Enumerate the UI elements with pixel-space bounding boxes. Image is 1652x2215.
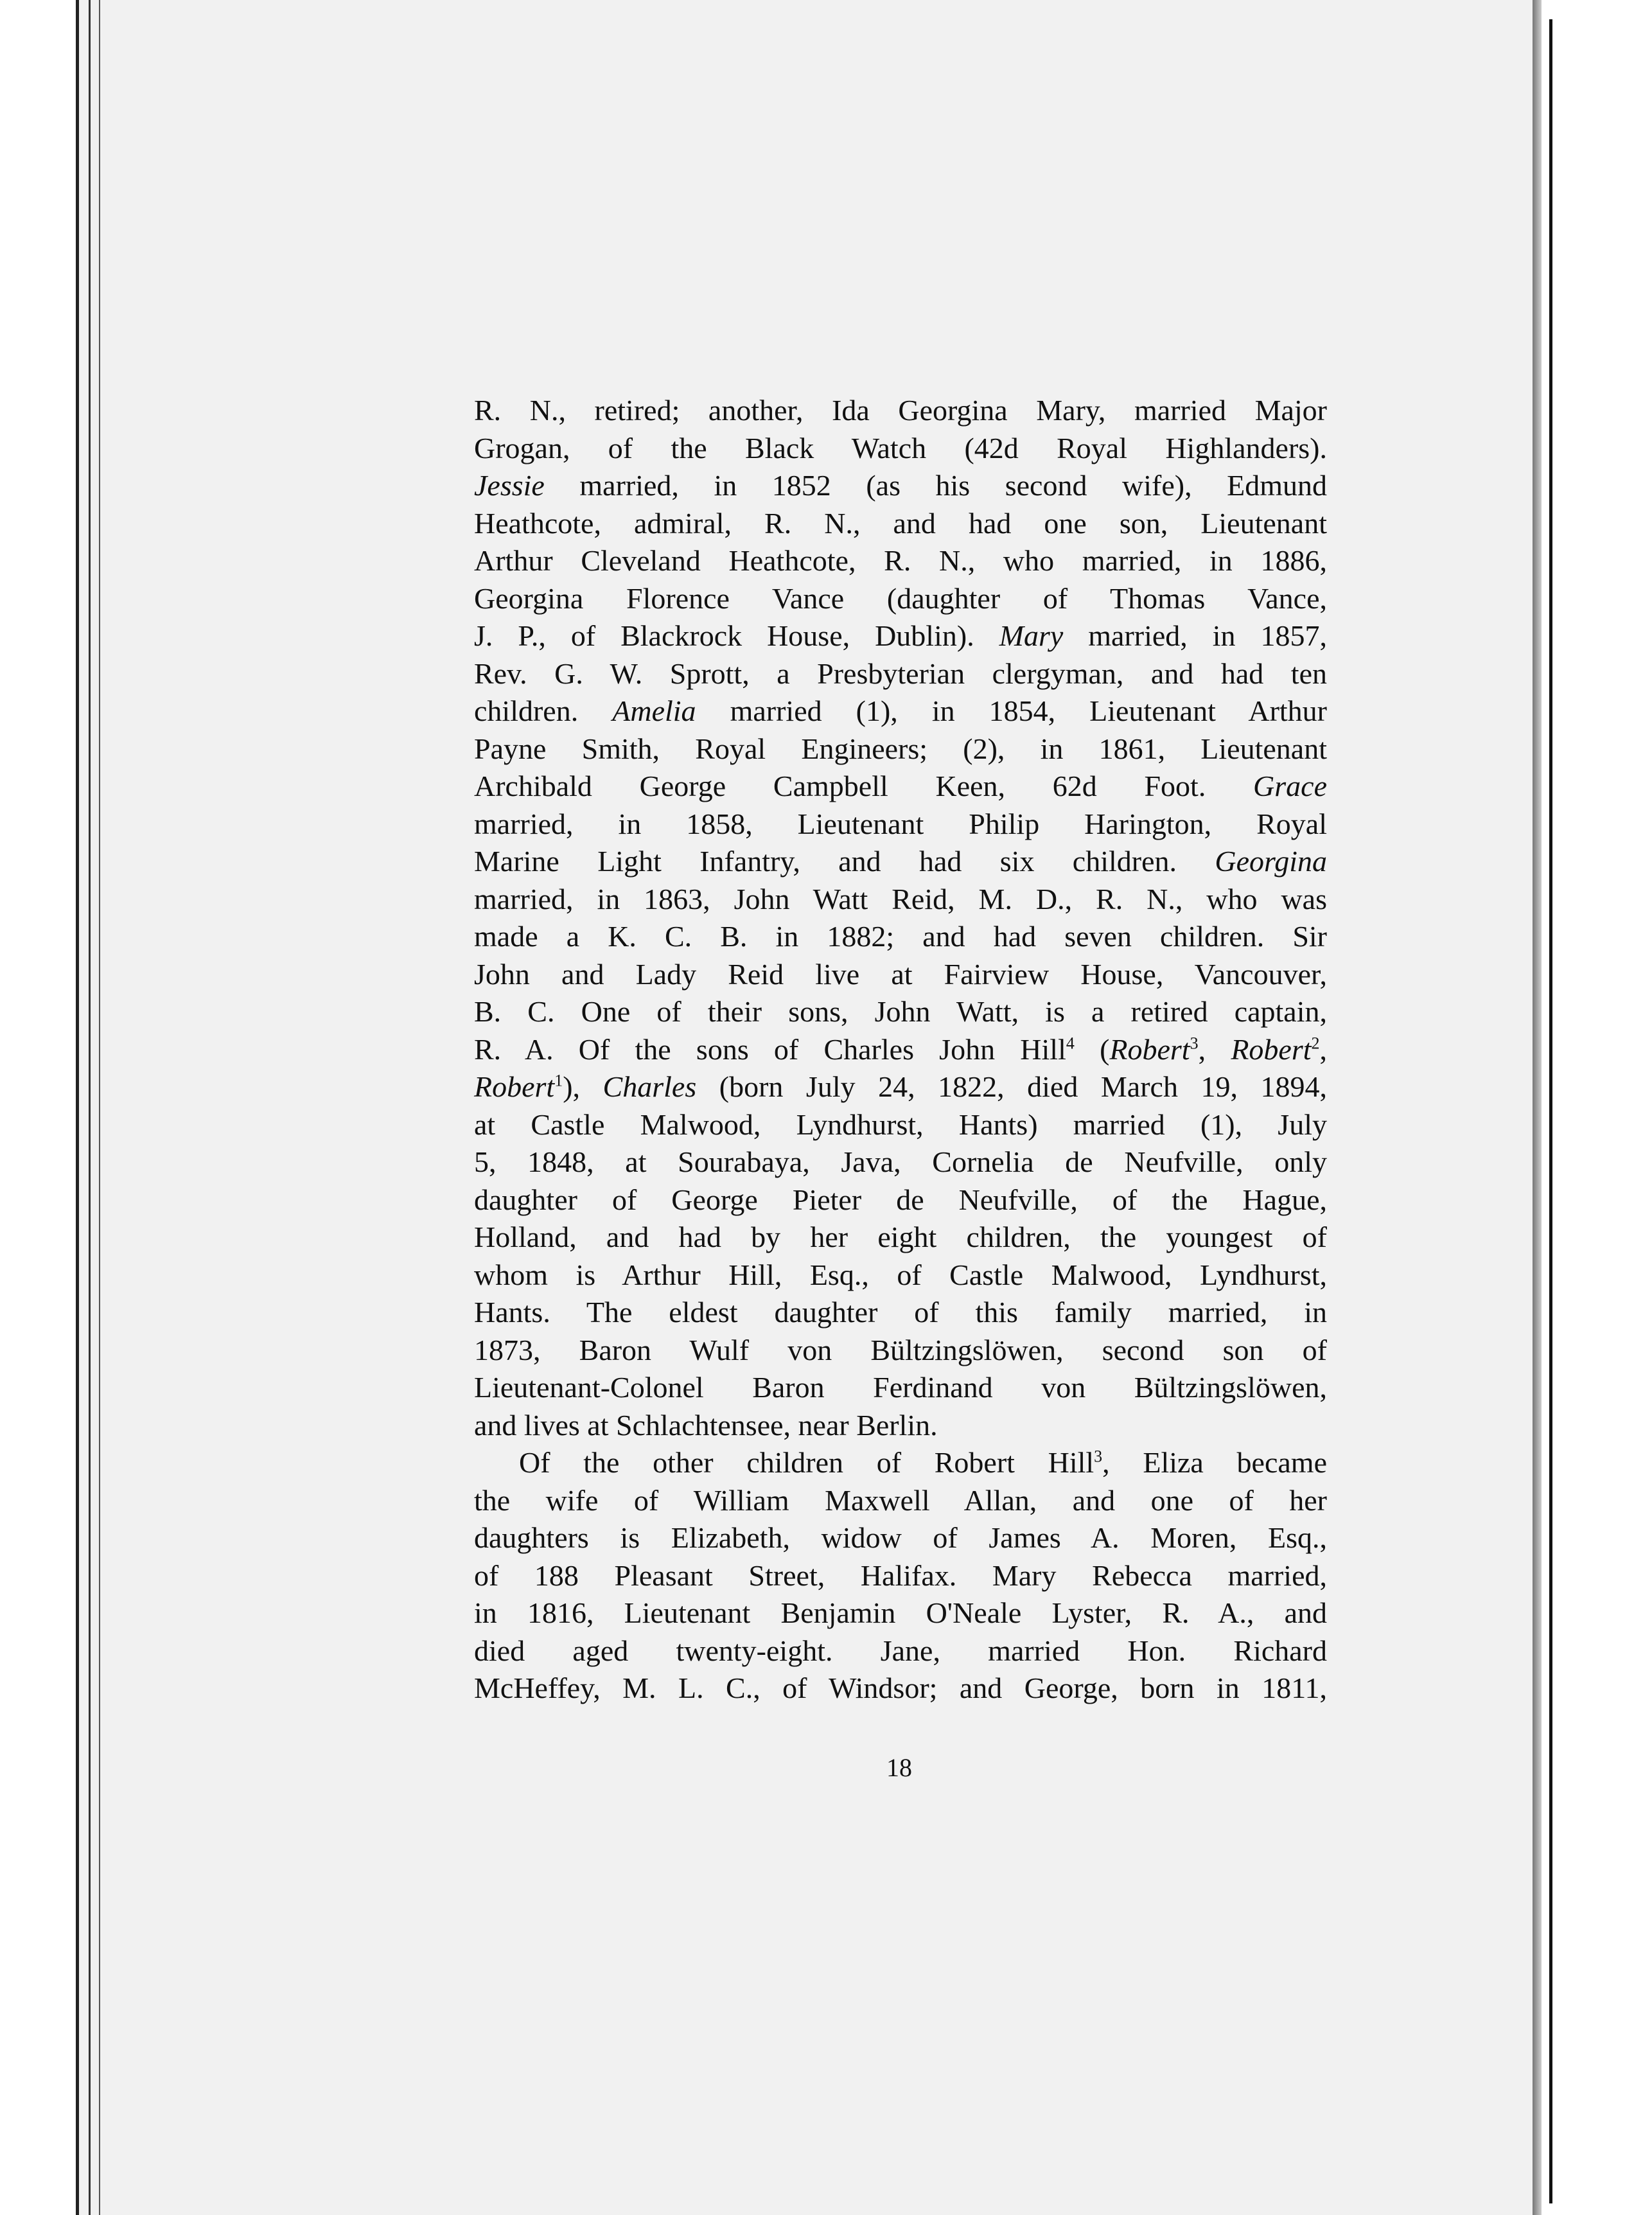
italic-name: Robert <box>1231 1032 1312 1066</box>
text-run: Heathcote, admiral, R. N., and had one son, Lieutenant <box>474 506 1327 540</box>
text-run: Lieutenant-Colonel Baron Ferdinand von Bültzingslöwen, <box>474 1371 1327 1404</box>
generation-superscript: 2 <box>1311 1034 1320 1053</box>
generation-superscript: 3 <box>1094 1447 1103 1466</box>
text-line <box>474 1369 1327 1407</box>
text-run: of 188 Pleasant Street, Halifax. Mary Rebecca married, <box>474 1558 1327 1592</box>
text-run: married, in 1858, Lieutenant Philip Harington, Royal <box>474 807 1327 840</box>
italic-name: Robert <box>474 1070 555 1103</box>
text-line <box>474 918 1327 956</box>
binding-edge <box>99 0 100 2215</box>
text-run: R. A. Of the sons of Charles John Hill <box>474 1032 1066 1066</box>
text-line <box>474 806 1327 843</box>
text-run: married, in 1852 (as his second wife), Edmund <box>544 469 1327 502</box>
text-line <box>474 1444 1327 1482</box>
text-run: Marine Light Infantry, and had six children. <box>474 845 1215 878</box>
page-number: 18 <box>886 1753 912 1782</box>
text-line <box>474 617 1327 655</box>
text-run: , Eliza became <box>1102 1446 1327 1479</box>
text-run: , <box>1198 1032 1231 1066</box>
text-line <box>474 693 1327 730</box>
text-line <box>474 392 1327 430</box>
text-line <box>474 542 1327 580</box>
text-line <box>474 505 1327 543</box>
text-run: married (1), in 1854, Lieutenant Arthur <box>696 694 1327 727</box>
text-run: died aged twenty-eight. Jane, married Hon. Richard <box>474 1634 1327 1667</box>
next-page-edge <box>1549 19 1552 2203</box>
text-run: Payne Smith, Royal Engineers; (2), in 1861, Lieutenant <box>474 732 1327 765</box>
text-line <box>474 1482 1327 1520</box>
text-line <box>474 1294 1327 1332</box>
text-line <box>474 580 1327 618</box>
text-run: R. N., retired; another, Ida Georgina Mary, married Major <box>474 394 1327 427</box>
generation-superscript: 4 <box>1066 1034 1075 1053</box>
text-line <box>474 993 1327 1031</box>
text-run: Rev. G. W. Sprott, a Presbyterian clergyman, and had ten <box>474 657 1327 690</box>
text-run: children. <box>474 694 613 727</box>
text-run: the wife of William Maxwell Allan, and one of her <box>474 1483 1327 1517</box>
italic-name: Robert <box>1109 1032 1190 1066</box>
text-run: at Castle Malwood, Lyndhurst, Hants) married (1), July <box>474 1108 1327 1141</box>
text-run: B. C. One of their sons, John Watt, is a retired captain, <box>474 995 1327 1028</box>
text-line <box>474 1594 1327 1632</box>
italic-name: Grace <box>1253 770 1327 802</box>
text-line <box>474 1557 1327 1595</box>
text-run: whom is Arthur Hill, Esq., of Castle Malwood, Lyndhurst, <box>474 1258 1327 1291</box>
text-line <box>474 768 1327 806</box>
italic-name: Jessie <box>474 469 545 502</box>
text-run: Of the other children of Robert Hill <box>519 1446 1094 1479</box>
text-run: and lives at Schlachtensee, near Berlin. <box>474 1408 938 1442</box>
text-run: Hants. The eldest daughter of this family married, in <box>474 1296 1327 1328</box>
text-line <box>474 1106 1327 1144</box>
italic-name: Amelia <box>612 694 696 727</box>
text-run: Holland, and had by her eight children, the youngest of <box>474 1221 1327 1253</box>
text-line <box>474 1219 1327 1257</box>
text-line <box>474 843 1327 881</box>
body-text <box>474 392 1327 1708</box>
text-line <box>474 1181 1327 1219</box>
text-run: married, in 1863, John Watt Reid, M. D., R. N., who was <box>474 882 1327 915</box>
text-line <box>474 1257 1327 1294</box>
binding-edge <box>89 0 91 2215</box>
binding-edge <box>76 0 79 2215</box>
text-line <box>474 881 1327 919</box>
text-line <box>474 1632 1327 1670</box>
text-run: daughter of George Pieter de Neufville, of the Hague, <box>474 1183 1327 1216</box>
text-run: Georgina Florence Vance (daughter of Thomas Vance, <box>474 581 1327 615</box>
italic-name: Mary <box>999 619 1064 652</box>
text-run: , <box>1319 1032 1328 1066</box>
text-run: Grogan, of the Black Watch (42d Royal Highlanders). <box>474 431 1327 464</box>
generation-superscript: 1 <box>554 1071 563 1090</box>
text-run: (born July 24, 1822, died March 19, 1894, <box>696 1070 1327 1103</box>
generation-superscript: 3 <box>1190 1034 1199 1053</box>
text-run: J. P., of Blackrock House, Dublin). <box>474 619 999 652</box>
text-line <box>474 430 1327 468</box>
text-line <box>474 1407 1327 1445</box>
text-run: ), <box>563 1070 603 1103</box>
text-run: McHeffey, M. L. C., of Windsor; and George, born in 1811, <box>474 1672 1327 1704</box>
text-run: made a K. C. B. in 1882; and had seven children. Sir <box>474 920 1327 953</box>
text-run: John and Lady Reid live at Fairview House, Vancouver, <box>474 957 1327 991</box>
text-line <box>474 467 1327 505</box>
text-line <box>474 1670 1327 1708</box>
text-line <box>474 1068 1327 1106</box>
italic-name: Charles <box>602 1070 697 1103</box>
text-line <box>474 1031 1327 1069</box>
page-edge <box>1533 0 1542 2215</box>
text-run: 1873, Baron Wulf von Bültzingslöwen, second son of <box>474 1333 1327 1366</box>
text-line <box>474 1332 1327 1370</box>
italic-name: Georgina <box>1215 845 1327 878</box>
text-line <box>474 655 1327 693</box>
text-run: married, in 1857, <box>1063 619 1327 652</box>
text-run: Archibald George Campbell Keen, 62d Foot. <box>474 770 1254 802</box>
text-run: ( <box>1074 1032 1110 1066</box>
text-line <box>474 956 1327 994</box>
text-run: daughters is Elizabeth, widow of James A. Moren, Esq., <box>474 1521 1327 1554</box>
text-run: in 1816, Lieutenant Benjamin O'Neale Lyster, R. A., and <box>474 1596 1327 1629</box>
text-line <box>474 1143 1327 1181</box>
text-line <box>474 1519 1327 1557</box>
text-run: Arthur Cleveland Heathcote, R. N., who married, in 1886, <box>474 544 1327 577</box>
text-run: 5, 1848, at Sourabaya, Java, Cornelia de Neufville, only <box>474 1145 1327 1178</box>
text-line <box>474 730 1327 768</box>
